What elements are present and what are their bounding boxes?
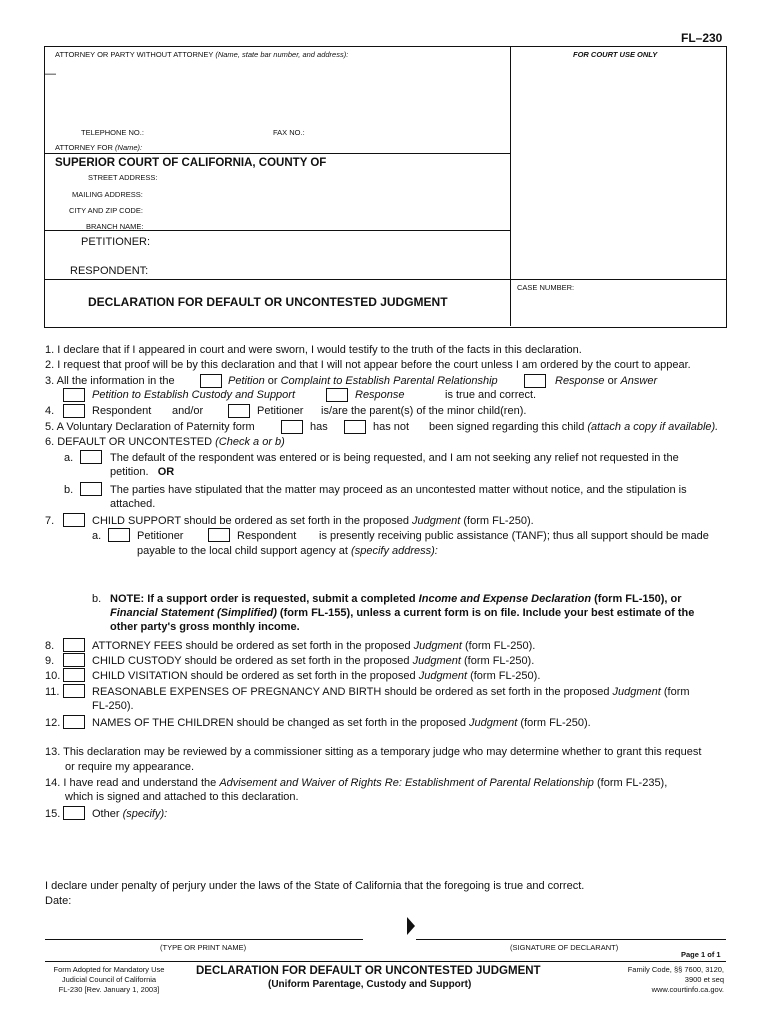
- item-5-has: has: [310, 421, 328, 433]
- item-11: REASONABLE EXPENSES OF PREGNANCY AND BIRTH should be ordered as set forth in the proposed Judgment (form: [92, 686, 690, 698]
- attorney-label: ATTORNEY OR PARTY WITHOUT ATTORNEY (Name, state bar number, and address):: [55, 50, 349, 59]
- item-7-label: 7.: [45, 515, 55, 527]
- branch-label: BRANCH NAME:: [86, 222, 144, 231]
- item-10-label: 10.: [45, 670, 61, 682]
- item-5-hasnot: has not: [373, 421, 410, 433]
- item-7a-tail: is presently receiving public assistance (TANF); thus all support should be made: [319, 530, 709, 542]
- item-1: 1. I declare that if I appeared in court and were sworn, I would testify to the truth of the facts in this declaration.: [45, 344, 582, 356]
- item-5-tail: been signed regarding this child (attach a copy if available).: [429, 421, 719, 433]
- item-3-label: 3. All the information in the: [45, 375, 175, 387]
- code-block: Family Code, §§ 7600, 3120, 3900 et seq www.courtinfo.ca.gov.: [627, 965, 724, 994]
- item-8: ATTORNEY FEES should be ordered as set forth in the proposed Judgment (form FL-250).: [92, 640, 536, 652]
- item-13-line1: 13. This declaration may be reviewed by a commissioner sitting as a temporary judge who may determine whether to grant this request: [45, 746, 702, 758]
- response-checkbox[interactable]: [524, 374, 546, 388]
- item-2: 2. I request that proof will be by this declaration and that I will not appear before the court unless I am ordered by the court to appear.: [45, 359, 691, 371]
- item-10: CHILD VISITATION should be ordered as set forth in the proposed Judgment (form FL-250).: [92, 670, 541, 682]
- item-7b-line3: other party's gross monthly income.: [110, 621, 300, 633]
- court-use-label: FOR COURT USE ONLY: [573, 50, 658, 59]
- item-6b-line2: attached.: [110, 498, 156, 510]
- signature-line[interactable]: [416, 939, 726, 940]
- item-3-response-2: Response: [355, 389, 405, 401]
- item-14-line2: which is signed and attached to this declaration.: [65, 791, 299, 803]
- child-support-checkbox[interactable]: [63, 513, 85, 527]
- item-3-petition: Petition or Complaint to Establish Parental Relationship: [228, 375, 498, 387]
- respondent-tanf-checkbox[interactable]: [208, 528, 230, 542]
- footer-title: DECLARATION FOR DEFAULT OR UNCONTESTED JUDGMENT: [196, 965, 541, 977]
- other-checkbox[interactable]: [63, 806, 85, 820]
- item-6b-line1: The parties have stipulated that the matter may proceed as an uncontested matter without notice, and the stipulation is: [110, 484, 687, 496]
- signature-label: (SIGNATURE OF DECLARANT): [510, 943, 619, 952]
- item-4-tail: is/are the parent(s) of the minor child(ren).: [321, 405, 527, 417]
- petition-checkbox[interactable]: [200, 374, 222, 388]
- petitioner-tanf-checkbox[interactable]: [108, 528, 130, 542]
- item-6: 6. DEFAULT OR UNCONTESTED (Check a or b): [45, 436, 285, 448]
- item-11-label: 11.: [45, 686, 60, 698]
- attorney-for-label: ATTORNEY FOR (Name):: [55, 143, 143, 152]
- item-6a-line2: petition. OR: [110, 466, 175, 478]
- header-box: [44, 46, 727, 328]
- item-7-text: CHILD SUPPORT should be ordered as set forth in the proposed Judgment (form FL-250).: [92, 515, 534, 527]
- item-13-line2: or require my appearance.: [65, 761, 195, 773]
- type-name-label: (TYPE OR PRINT NAME): [160, 943, 247, 952]
- item-7a-petitioner: Petitioner: [137, 530, 184, 542]
- attorney-field[interactable]: —: [45, 68, 56, 80]
- item-4-label: 4.: [45, 405, 55, 417]
- date-label: Date:: [45, 895, 72, 907]
- petitioner-label: PETITIONER:: [81, 236, 151, 248]
- form-id: FL–230: [681, 31, 723, 45]
- petition-custody-checkbox[interactable]: [63, 388, 85, 402]
- child-custody-checkbox[interactable]: [63, 653, 85, 667]
- item-4-petitioner: Petitioner: [257, 405, 304, 417]
- item-9: CHILD CUSTODY should be ordered as set forth in the proposed Judgment (form FL-250).: [92, 655, 535, 667]
- item-6a-line1: The default of the respondent was entered or is being requested, and I am not seeking any relief not requested in the: [110, 452, 679, 464]
- item-7a-respondent: Respondent: [237, 530, 297, 542]
- item-9-label: 9.: [45, 655, 55, 667]
- item-7b-line1: NOTE: If a support order is requested, submit a completed Income and Expense Declaration (form FL-150), or: [110, 593, 682, 605]
- item-12-label: 12.: [45, 717, 61, 729]
- response-2-checkbox[interactable]: [326, 388, 348, 402]
- item-4-respondent: Respondent: [92, 405, 152, 417]
- respondent-label: RESPONDENT:: [70, 265, 149, 277]
- attorney-fees-checkbox[interactable]: [63, 638, 85, 652]
- uncontested-checkbox[interactable]: [80, 482, 102, 496]
- child-visitation-checkbox[interactable]: [63, 668, 85, 682]
- footer-subtitle: (Uniform Parentage, Custody and Support): [268, 979, 472, 990]
- item-6a-label: a.: [64, 452, 74, 464]
- item-4-andor: and/or: [172, 405, 204, 417]
- case-number-label: CASE NUMBER:: [517, 283, 575, 292]
- names-of-children-checkbox[interactable]: [63, 715, 85, 729]
- item-7b-line2: Financial Statement (Simplified) (form FL-155), unless a current form is on file. Include your best estimate of the: [110, 607, 695, 619]
- respondent-parent-checkbox[interactable]: [63, 404, 85, 418]
- item-8-label: 8.: [45, 640, 55, 652]
- signature-arrow-icon: [407, 917, 415, 935]
- item-7a-line2: payable to the local child support agency at (specify address):: [137, 545, 438, 557]
- item-14-line1: 14. I have read and understand the Advisement and Waiver of Rights Re: Establishment of Parental Relationship (form FL-235),: [45, 777, 668, 789]
- item-3-tail: is true and correct.: [445, 389, 537, 401]
- telephone-label: TELEPHONE NO.:: [81, 128, 144, 137]
- item-5: 5. A Voluntary Declaration of Paternity form: [45, 421, 255, 433]
- item-6b-label: b.: [64, 484, 74, 496]
- perjury-statement: I declare under penalty of perjury under the laws of the State of California that the foregoing is true and correct.: [45, 880, 585, 892]
- item-3-petition-custody: Petition to Establish Custody and Support: [92, 389, 296, 401]
- item-15-label: 15.: [45, 808, 61, 820]
- court-title: SUPERIOR COURT OF CALIFORNIA, COUNTY OF: [55, 157, 327, 169]
- name-line[interactable]: [45, 939, 363, 940]
- petitioner-parent-checkbox[interactable]: [228, 404, 250, 418]
- paternity-hasnot-checkbox[interactable]: [344, 420, 366, 434]
- fax-label: FAX NO.:: [273, 128, 305, 137]
- item-12: NAMES OF THE CHILDREN should be changed as set forth in the proposed Judgment (form FL-250).: [92, 717, 591, 729]
- street-label: STREET ADDRESS:: [88, 173, 158, 182]
- page-number: Page 1 of 1: [681, 950, 721, 959]
- adopted-block: Form Adopted for Mandatory Use Judicial Council of California FL-230 [Rev. January 1, 2003]: [53, 965, 165, 994]
- default-checkbox[interactable]: [80, 450, 102, 464]
- document-title: DECLARATION FOR DEFAULT OR UNCONTESTED JUDGMENT: [88, 295, 448, 309]
- item-3-response: Response or Answer: [555, 375, 658, 387]
- paternity-has-checkbox[interactable]: [281, 420, 303, 434]
- item-11-line2: FL-250).: [92, 700, 134, 712]
- item-7a-label: a.: [92, 530, 102, 542]
- item-15: Other (specify):: [92, 808, 168, 820]
- mailing-label: MAILING ADDRESS:: [72, 190, 143, 199]
- item-7b-label: b.: [92, 593, 102, 605]
- pregnancy-expenses-checkbox[interactable]: [63, 684, 85, 698]
- city-label: CITY AND ZIP CODE:: [69, 206, 143, 215]
